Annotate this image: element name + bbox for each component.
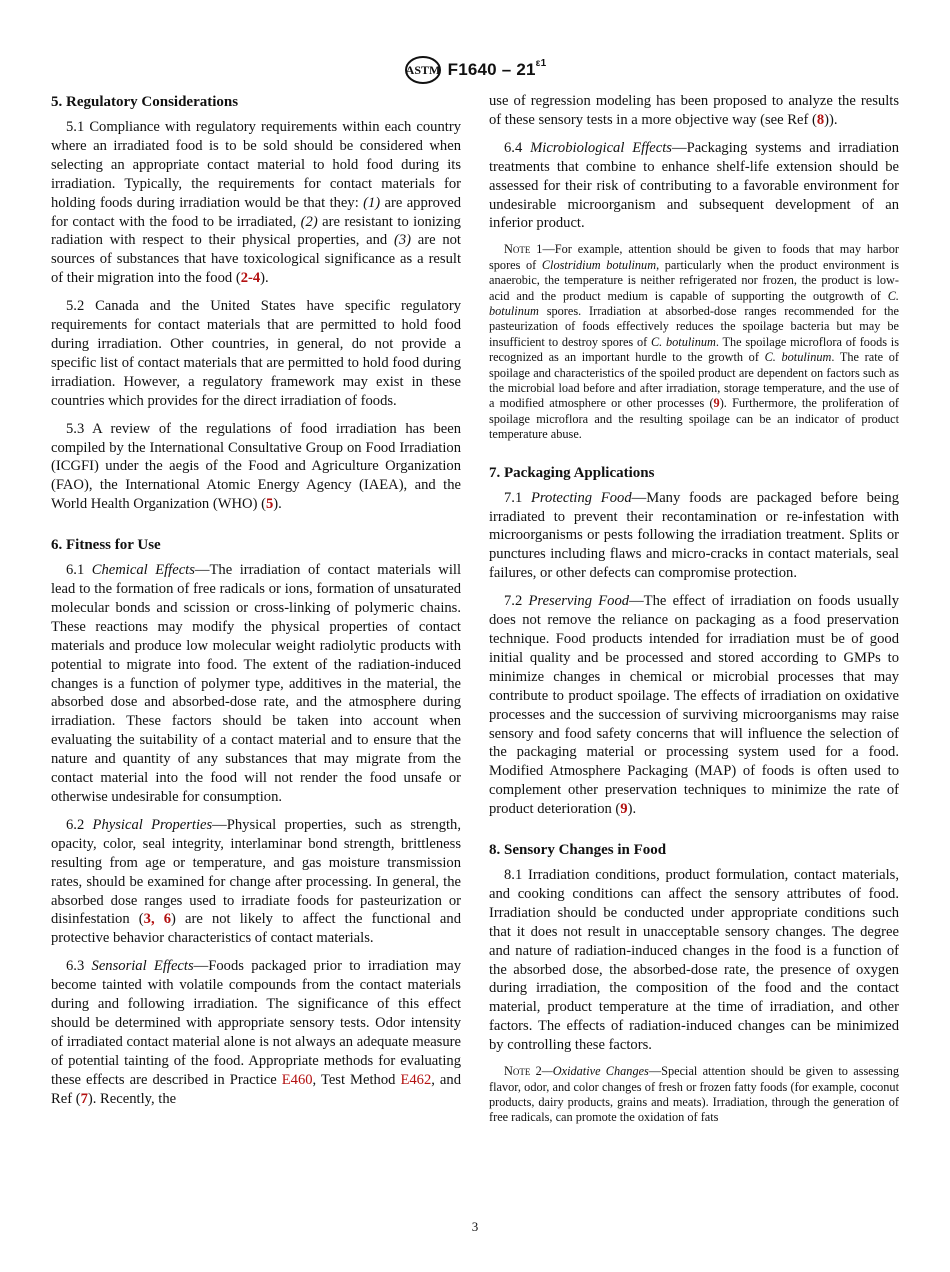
- paragraph-7-2: 7.2 Preserving Food—The effect of irradiation on foods usually does not remove the reliance on packaging as a food preservation technique. Food products intended for irradiation must be of good initial quality and be processed and stored according to GMPs to minimize changes in chemical or microbial processes that may contribute to product spoilage. The effects of irradiation on oxidative processes and the succession of surviving microorganisms may raise sensory and food safety concerns that will influence the selection of the packaging material or processing system used for a food. Modified Atmosphere Packaging (MAP) of foods is often used to complement other preservation techniques to minimize the rate of product deterioration (9).: [489, 593, 899, 818]
- paragraph-6-1: 6.1 Chemical Effects—The irradiation of contact materials will lead to the formation of free radicals or ions, formation of unsaturated molecular bonds and scission or cross-linking of polymeric chains. These reactions may modify the physical properties of contact materials and produce low molecular weight radiolytic products with potential to migrate into food. The extent of the radiation-induced changes is a function of polymer type, additives in the material, the absorbed dose and absorbed-dose rate, and the atmosphere during irradiation. These factors should be taken into account when evaluating the suitability of a contact material and to ensure that the nature and quantity of any substances that may migrate from the contact material into the food will not render the food unsafe or otherwise undesirable for consumption.: [51, 562, 461, 805]
- reference-link[interactable]: 9: [713, 396, 720, 411]
- section-8-heading: 8. Sensory Changes in Food: [489, 842, 667, 859]
- reference-link[interactable]: 7: [80, 1090, 88, 1107]
- left-column: [51, 92, 461, 1118]
- section-6-heading: 6. Fitness for Use: [51, 537, 161, 554]
- page-number: 3: [471, 1219, 479, 1234]
- reference-link[interactable]: 2-4: [240, 270, 261, 287]
- paragraph-7-1: 7.1 Protecting Food—Many foods are packaged before being irradiated to prevent their recontamination or re-infestation with microorganisms or pests following the irradiation treatment. Splits or punctures including flaws and micro-cracks in contact materials, seal failures, or other defects can compromise protection.: [489, 489, 900, 582]
- astm-logo-icon: [404, 55, 442, 85]
- paragraph-5-1: 5.1 Compliance with regulatory requirements within each country where an irradiated food is to be sold should be considered when selecting an appropriate contact material to hold food during its irradiation. Typically, the requirements for contact materials for holding foods during irradiation would be that they: (1) are approved for contact with the food to be irradiated, (2) are resistant to ionizing radiation with respect to their physical properties, and (3) are not sources of substances that have toxicological significance as a result of their migration into the food (2-4).: [51, 119, 461, 287]
- note-1: Note 1—For example, attention should be given to foods that may harbor spores of Clostridium botulinum, particularly when the product environment is anaerobic, the temperature is neither refrigerated nor frozen, the product is low-acid and the product medium is capable of supporting the outgrowth of C. botulinum spores. Irradiation at absorbed-dose ranges recommended for the pasteurization of foods effectively reduces the spoilage bacteria but may be insufficient to destroy spores of C. botulinum. The spoilage microflora of foods is recognized as an important hurdle to the growth of C. botulinum. The rate of spoilage and characteristics of the spoiled product are dependent on factors such as the microbial load before and after irradiation, storage temperature, and the use of a modified atmosphere or other processes (9). Furthermore, the proliferation of spoilage microflora and the resulting spoilage can be an indicator of product temperature abuse.: [489, 242, 899, 442]
- svg-text:ASTM: ASTM: [405, 63, 440, 77]
- paragraph-6-3: 6.3 Sensorial Effects—Foods packaged prior to irradiation may become tainted with volatile compounds from the contact materials during and following irradiation. The significance of this effect should be determined with appropriate sensory tests. Odor intensity of irradiated contact material alone is not always an adequate measure of potential tainting of the food. Appropriate methods for evaluating these effects are described in Practice E460, Test Method E462, and Ref (7). Recently, the: [51, 958, 462, 1107]
- reference-link[interactable]: 9: [620, 801, 628, 818]
- right-column: [489, 92, 899, 1134]
- paragraph-5-2: 5.2 Canada and the United States have specific regulatory requirements for contact materials that are permitted to hold food during irradiation. Other countries, in general, do not provide a specific list of contact materials that are permitted to hold food during irradiation. However, a regulatory framework may exist in these countries which provides for the direct irradiation of foods.: [51, 298, 461, 409]
- reference-link[interactable]: 8: [816, 111, 825, 128]
- section-7-heading: 7. Packaging Applications: [489, 464, 655, 481]
- document-designation: $F1640 - 21^{\varepsilon 1}$: [447, 58, 547, 79]
- reference-link[interactable]: 5: [265, 496, 274, 513]
- page-header: [0, 55, 950, 85]
- paragraph-6-4: 6.4 Microbiological Effects—Packaging systems and irradiation treatments that combine to enhance shelf-life extension should be assessed for their risk of contributing to a favorable environment for undesirable microorganism and subsequent development of an inferior product.: [489, 139, 900, 232]
- paragraph-5-3: 5.3 A review of the regulations of food irradiation has been compiled by the International Consultative Group on Food Irradiation (ICGFI) under the aegis of the Food and Agriculture Organization (FAO), the International Atomic Energy Agency (IAEA), and the World Health Organization (WHO) (5).: [51, 420, 461, 513]
- paragraph-6-2: 6.2 Physical Properties—Physical properties, such as strength, opacity, color, seal integrity, interlaminar bond strength, brittleness resulting from age or temperature, and gas moisture transmission rates, should be examined for change after processing. In general, the absorbed dose ranges used to irradiate foods for pasteurization or disinfestation (3, 6) are not likely to affect the functional and protective behavior characteristics of contact materials.: [51, 816, 462, 947]
- paragraph-6-3-continued: use of regression modeling has been proposed to analyze the results of these sensory tests in a more objective way (see Ref (8)).: [489, 93, 899, 128]
- section-5-heading: 5. Regulatory Considerations: [51, 94, 239, 110]
- standard-link-e460[interactable]: E460: [281, 1071, 313, 1088]
- paragraph-8-1: 8.1 Irradiation conditions, product formulation, contact materials, and cooking conditions can affect the sensory attributes of food. Irradiation should be conducted under appropriate conditions such that it does not result in unacceptable sensory changes. The degree and nature of radiation-induced changes in the food is a function of the absorbed dose, the absorbed-dose rate, the presence of oxygen during irradiation, the composition of the food and the contact material, product temperature at the time of irradiation, and other factors. The effects of radiation-induced changes can be minimized by controlling these factors.: [489, 867, 899, 1054]
- note-2: Note 2—Oxidative Changes—Special attention should be given to assessing flavor, odor, and color changes of fresh or frozen fatty foods (for example, coconut products, dairy products, grains and meats). Irradiation, through the generation of free radicals, can promote the oxidation of fats: [489, 1064, 899, 1125]
- standard-link-e462[interactable]: E462: [400, 1071, 432, 1088]
- reference-link[interactable]: 3, 6: [143, 911, 172, 928]
